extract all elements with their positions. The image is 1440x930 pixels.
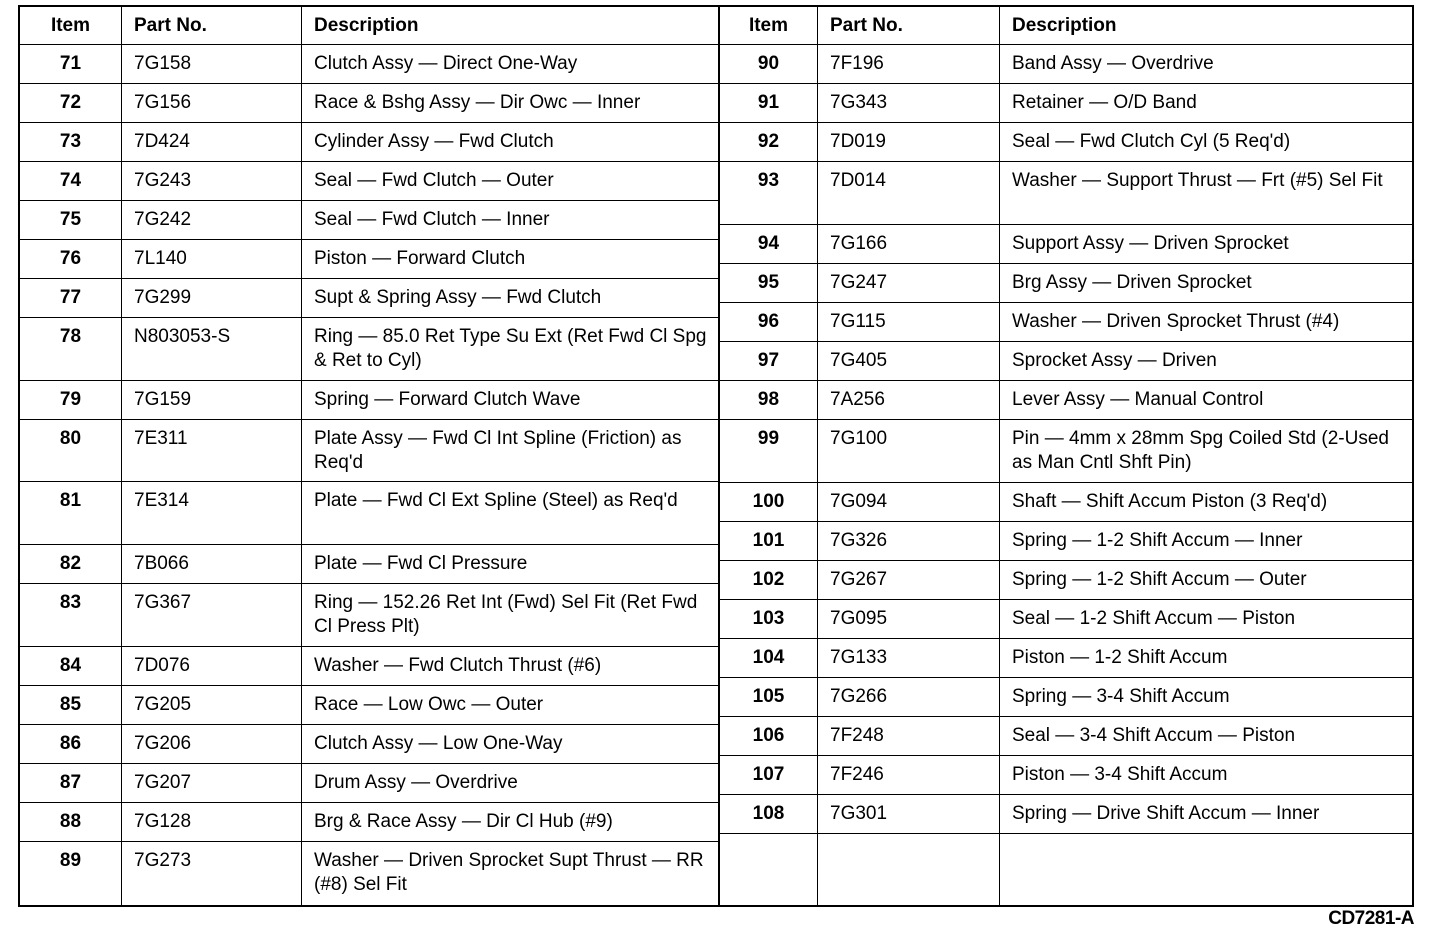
item-cell: 102 bbox=[720, 561, 818, 599]
part-no-cell: 7G273 bbox=[122, 842, 302, 905]
header-part-no: Part No. bbox=[818, 7, 1000, 44]
item-cell: 78 bbox=[20, 318, 122, 380]
description-cell: Seal — Fwd Clutch — Outer bbox=[314, 169, 554, 191]
item-cell: 90 bbox=[720, 45, 818, 83]
description-cell: Washer — Driven Sprocket Thrust (#4) bbox=[1012, 311, 1340, 332]
table-row bbox=[20, 162, 718, 201]
table-row bbox=[720, 756, 1412, 795]
empty-cell bbox=[720, 834, 818, 905]
part-no-cell: 7G158 bbox=[122, 45, 302, 83]
item-cell: 99 bbox=[720, 420, 818, 482]
description-cell: Support Assy — Driven Sprocket bbox=[1012, 233, 1289, 254]
part-no-cell: 7G166 bbox=[818, 225, 1000, 263]
part-no-cell: 7G156 bbox=[122, 84, 302, 122]
part-no-cell: 7G266 bbox=[818, 678, 1000, 716]
item-cell: 77 bbox=[20, 279, 122, 317]
item-cell: 96 bbox=[720, 303, 818, 341]
item-cell: 105 bbox=[720, 678, 818, 716]
description-cell: Seal — Fwd Clutch — Inner bbox=[314, 208, 550, 230]
table-row bbox=[720, 225, 1412, 264]
description-cell: Band Assy — Overdrive bbox=[1012, 53, 1214, 74]
table-row bbox=[720, 303, 1412, 342]
table-row bbox=[720, 639, 1412, 678]
description-cell: Washer — Support Thrust — Frt (#5) Sel Fit bbox=[1012, 170, 1383, 191]
part-no-cell: 7G299 bbox=[122, 279, 302, 317]
table-row bbox=[720, 162, 1412, 225]
description-cell: Pin — 4mm x 28mm Spg Coiled Std (2-Used as Man Cntl Shft Pin) bbox=[1012, 428, 1389, 473]
part-no-cell: 7F248 bbox=[818, 717, 1000, 755]
description-cell: Shaft — Shift Accum Piston (3 Req'd) bbox=[1012, 491, 1328, 512]
description-cell: Clutch Assy — Direct One-Way bbox=[314, 52, 578, 74]
item-cell: 87 bbox=[20, 764, 122, 802]
table-row bbox=[20, 318, 718, 381]
table-row bbox=[20, 584, 718, 647]
item-cell: 107 bbox=[720, 756, 818, 794]
header-description: Description bbox=[1012, 15, 1117, 36]
item-cell: 97 bbox=[720, 342, 818, 380]
table-row bbox=[720, 420, 1412, 483]
parts-table bbox=[18, 5, 1414, 907]
part-no-cell: 7A256 bbox=[818, 381, 1000, 419]
item-cell: 79 bbox=[20, 381, 122, 419]
table-row bbox=[20, 725, 718, 764]
description-cell: Brg & Race Assy — Dir Cl Hub (#9) bbox=[314, 811, 613, 833]
description-cell: Brg Assy — Driven Sprocket bbox=[1012, 272, 1252, 293]
part-no-cell: 7G159 bbox=[122, 381, 302, 419]
table-row bbox=[720, 342, 1412, 381]
table-row bbox=[20, 803, 718, 842]
part-no-cell: 7G267 bbox=[818, 561, 1000, 599]
part-no-cell: 7G247 bbox=[818, 264, 1000, 302]
part-no-cell: 7G205 bbox=[122, 686, 302, 724]
description-cell: Plate — Fwd Cl Pressure bbox=[314, 553, 528, 575]
table-row bbox=[20, 240, 718, 279]
item-cell: 89 bbox=[20, 842, 122, 905]
description-cell: Ring — 152.26 Ret Int (Fwd) Sel Fit (Ret Fwd Cl Press Plt) bbox=[314, 592, 698, 638]
item-cell: 88 bbox=[20, 803, 122, 841]
description-cell: Retainer — O/D Band bbox=[1012, 92, 1197, 113]
description-cell: Drum Assy — Overdrive bbox=[314, 772, 518, 794]
part-no-cell: 7G207 bbox=[122, 764, 302, 802]
part-no-cell: 7E311 bbox=[122, 420, 302, 482]
part-no-cell: 7D424 bbox=[122, 123, 302, 161]
table-row bbox=[20, 647, 718, 686]
part-no-cell: 7G133 bbox=[818, 639, 1000, 677]
description-cell: Washer — Driven Sprocket Supt Thrust — RR (#8) Sel Fit bbox=[314, 849, 704, 895]
table-row bbox=[20, 686, 718, 725]
table-row bbox=[20, 842, 718, 905]
item-cell: 82 bbox=[20, 545, 122, 583]
description-cell: Piston — 1-2 Shift Accum bbox=[1012, 647, 1228, 668]
empty-cell bbox=[818, 834, 1000, 905]
item-cell: 84 bbox=[20, 647, 122, 685]
item-cell: 74 bbox=[20, 162, 122, 200]
table-row bbox=[20, 123, 718, 162]
table-row bbox=[720, 522, 1412, 561]
item-cell: 92 bbox=[720, 123, 818, 161]
description-cell: Spring — 1-2 Shift Accum — Outer bbox=[1012, 569, 1307, 590]
part-no-cell: 7G095 bbox=[818, 600, 1000, 638]
table-row bbox=[720, 717, 1412, 756]
part-no-cell: 7G242 bbox=[122, 201, 302, 239]
description-cell: Washer — Fwd Clutch Thrust (#6) bbox=[314, 655, 602, 677]
header-description: Description bbox=[314, 15, 419, 36]
table-row bbox=[20, 201, 718, 240]
table-row bbox=[20, 545, 718, 584]
description-cell: Clutch Assy — Low One-Way bbox=[314, 733, 563, 755]
table-row bbox=[720, 264, 1412, 303]
item-cell: 72 bbox=[20, 84, 122, 122]
item-cell: 76 bbox=[20, 240, 122, 278]
description-cell: Cylinder Assy — Fwd Clutch bbox=[314, 130, 554, 152]
item-cell: 71 bbox=[20, 45, 122, 83]
item-cell: 91 bbox=[720, 84, 818, 122]
table-row bbox=[20, 381, 718, 420]
description-cell: Race — Low Owc — Outer bbox=[314, 694, 544, 716]
table-row bbox=[720, 678, 1412, 717]
figure-code: CD7281-A bbox=[1328, 908, 1414, 929]
item-cell: 93 bbox=[720, 162, 818, 224]
description-cell: Race & Bshg Assy — Dir Owc — Inner bbox=[314, 91, 641, 113]
part-no-cell: 7G128 bbox=[122, 803, 302, 841]
item-cell: 106 bbox=[720, 717, 818, 755]
part-no-cell: 7F246 bbox=[818, 756, 1000, 794]
description-cell: Seal — Fwd Clutch Cyl (5 Req'd) bbox=[1012, 131, 1291, 152]
table-row bbox=[720, 600, 1412, 639]
table-row bbox=[720, 795, 1412, 834]
part-no-cell: 7G094 bbox=[818, 483, 1000, 521]
part-no-cell: 7D076 bbox=[122, 647, 302, 685]
item-cell: 100 bbox=[720, 483, 818, 521]
description-cell: Lever Assy — Manual Control bbox=[1012, 389, 1264, 410]
part-no-cell: 7G206 bbox=[122, 725, 302, 763]
item-cell: 101 bbox=[720, 522, 818, 560]
table-row bbox=[720, 123, 1412, 162]
item-cell: 75 bbox=[20, 201, 122, 239]
table-row bbox=[720, 561, 1412, 600]
description-cell: Spring — 1-2 Shift Accum — Inner bbox=[1012, 530, 1303, 551]
item-cell: 86 bbox=[20, 725, 122, 763]
description-cell: Sprocket Assy — Driven bbox=[1012, 350, 1217, 371]
description-cell: Plate — Fwd Cl Ext Spline (Steel) as Req'd bbox=[314, 490, 678, 512]
header-item: Item bbox=[720, 7, 818, 44]
part-no-cell: 7G367 bbox=[122, 584, 302, 646]
item-cell: 103 bbox=[720, 600, 818, 638]
item-cell: 98 bbox=[720, 381, 818, 419]
item-cell: 108 bbox=[720, 795, 818, 833]
item-cell: 80 bbox=[20, 420, 122, 482]
parts-table-right bbox=[720, 7, 1412, 905]
item-cell: 85 bbox=[20, 686, 122, 724]
item-cell: 94 bbox=[720, 225, 818, 263]
description-cell: Plate Assy — Fwd Cl Int Spline (Friction) as Req'd bbox=[314, 427, 682, 473]
part-no-cell: 7L140 bbox=[122, 240, 302, 278]
header-part-no: Part No. bbox=[122, 7, 302, 44]
part-no-cell: 7G405 bbox=[818, 342, 1000, 380]
table-row bbox=[20, 482, 718, 545]
description-cell: Seal — 3-4 Shift Accum — Piston bbox=[1012, 725, 1296, 746]
empty-cell bbox=[1000, 834, 1412, 905]
part-no-cell: 7B066 bbox=[122, 545, 302, 583]
empty-row bbox=[720, 834, 1412, 905]
header-item: Item bbox=[20, 7, 122, 44]
table-row bbox=[20, 45, 718, 84]
item-cell: 83 bbox=[20, 584, 122, 646]
item-cell: 73 bbox=[20, 123, 122, 161]
table-row bbox=[720, 45, 1412, 84]
part-no-cell: 7G326 bbox=[818, 522, 1000, 560]
item-cell: 81 bbox=[20, 482, 122, 544]
description-cell: Spring — Drive Shift Accum — Inner bbox=[1012, 803, 1320, 824]
table-row bbox=[720, 381, 1412, 420]
parts-table-left bbox=[20, 7, 720, 905]
item-cell: 95 bbox=[720, 264, 818, 302]
part-no-cell: N803053-S bbox=[122, 318, 302, 380]
part-no-cell: 7G243 bbox=[122, 162, 302, 200]
part-no-cell: 7G115 bbox=[818, 303, 1000, 341]
table-header bbox=[20, 7, 718, 45]
part-no-cell: 7D019 bbox=[818, 123, 1000, 161]
description-cell: Ring — 85.0 Ret Type Su Ext (Ret Fwd Cl Spg & Ret to Cyl) bbox=[314, 325, 707, 371]
table-row bbox=[20, 84, 718, 123]
part-no-cell: 7G301 bbox=[818, 795, 1000, 833]
description-cell: Supt & Spring Assy — Fwd Clutch bbox=[314, 286, 602, 308]
table-header bbox=[720, 7, 1412, 45]
part-no-cell: 7D014 bbox=[818, 162, 1000, 224]
description-cell: Piston — Forward Clutch bbox=[314, 247, 526, 269]
table-row bbox=[20, 764, 718, 803]
part-no-cell: 7F196 bbox=[818, 45, 1000, 83]
description-cell: Spring — 3-4 Shift Accum bbox=[1012, 686, 1230, 707]
description-cell: Piston — 3-4 Shift Accum bbox=[1012, 764, 1228, 785]
part-no-cell: 7G100 bbox=[818, 420, 1000, 482]
part-no-cell: 7G343 bbox=[818, 84, 1000, 122]
table-row bbox=[20, 279, 718, 318]
description-cell: Seal — 1-2 Shift Accum — Piston bbox=[1012, 608, 1296, 629]
item-cell: 104 bbox=[720, 639, 818, 677]
description-cell: Spring — Forward Clutch Wave bbox=[314, 388, 581, 410]
table-row bbox=[720, 483, 1412, 522]
table-row bbox=[20, 420, 718, 483]
table-row bbox=[720, 84, 1412, 123]
part-no-cell: 7E314 bbox=[122, 482, 302, 544]
